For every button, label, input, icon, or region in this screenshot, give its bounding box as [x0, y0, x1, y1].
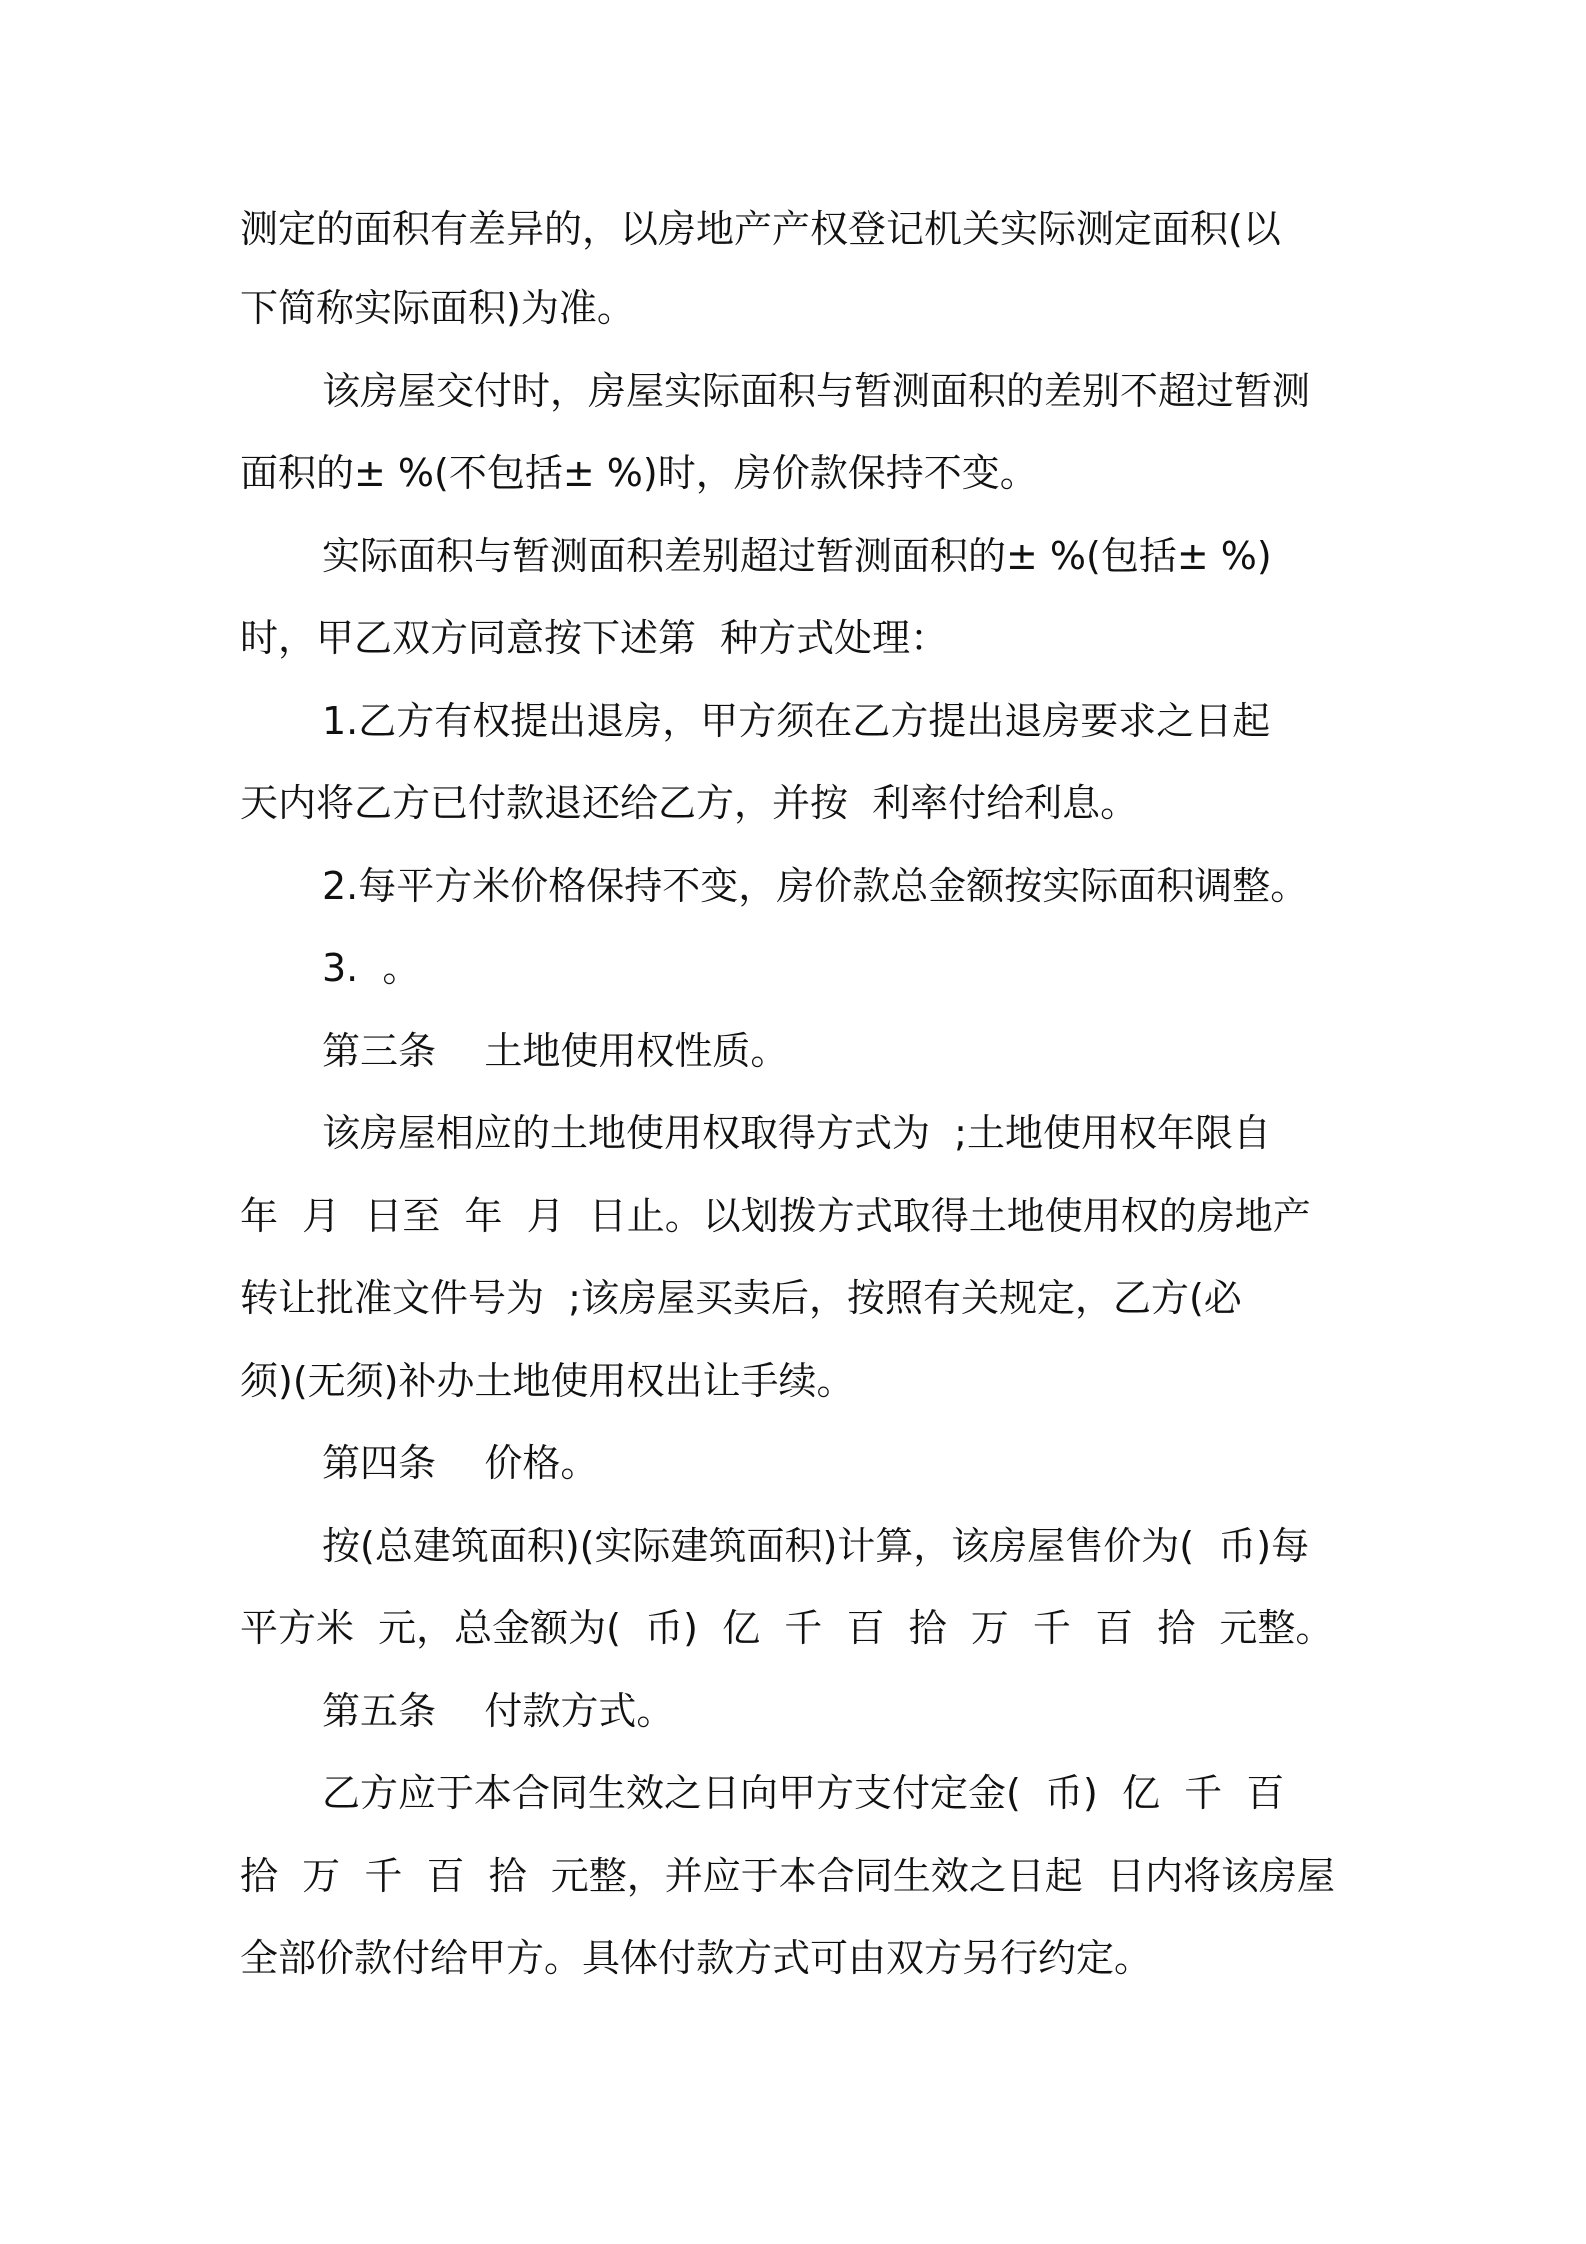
- text-line: 下简称实际面积)为准。: [240, 286, 635, 330]
- text-line: 平方米 元，总金额为( 币) 亿 千 百 拾 万 千 百 拾 元整。: [240, 1606, 1334, 1650]
- text-line: 转让批准文件号为 ;该房屋买卖后，按照有关规定，乙方(必: [240, 1276, 1242, 1320]
- section-heading: 第五条 付款方式。: [322, 1689, 675, 1733]
- section-heading: 第四条 价格。: [322, 1441, 599, 1485]
- text-line: 测定的面积有差异的，以房地产产权登记机关实际测定面积(以: [240, 207, 1281, 251]
- text-line: 按(总建筑面积)(实际建筑面积)计算，该房屋售价为( 币)每: [322, 1524, 1310, 1568]
- text-line: 乙方应于本合同生效之日向甲方支付定金( 币) 亿 千 百: [322, 1771, 1285, 1815]
- text-line: 天内将乙方已付款退还给乙方，并按 利率付给利息。: [240, 781, 1139, 825]
- text-line: 该房屋交付时，房屋实际面积与暂测面积的差别不超过暂测: [322, 369, 1311, 413]
- text-line: 拾 万 千 百 拾 元整，并应于本合同生效之日起 日内将该房屋: [240, 1854, 1335, 1898]
- text-line: 面积的± %(不包括± %)时，房价款保持不变。: [240, 451, 1038, 495]
- text-line: 年 月 日至 年 月 日止。以划拨方式取得土地使用权的房地产: [240, 1194, 1311, 1238]
- list-item: 3. 。: [322, 946, 421, 990]
- text-line: 须)(无须)补办土地使用权出让手续。: [240, 1359, 855, 1403]
- text-line: 该房屋相应的土地使用权取得方式为 ;土地使用权年限自: [322, 1111, 1271, 1155]
- text-line: 全部价款付给甲方。具体付款方式可由双方另行约定。: [240, 1936, 1153, 1980]
- list-item: 2.每平方米价格保持不变，房价款总金额按实际面积调整。: [322, 864, 1309, 908]
- list-item: 1.乙方有权提出退房，甲方须在乙方提出退房要求之日起: [322, 699, 1271, 743]
- section-heading: 第三条 土地使用权性质。: [322, 1029, 789, 1073]
- text-line: 实际面积与暂测面积差别超过暂测面积的± %(包括± %): [322, 534, 1272, 578]
- text-line: 时，甲乙双方同意按下述第 种方式处理：: [240, 616, 949, 660]
